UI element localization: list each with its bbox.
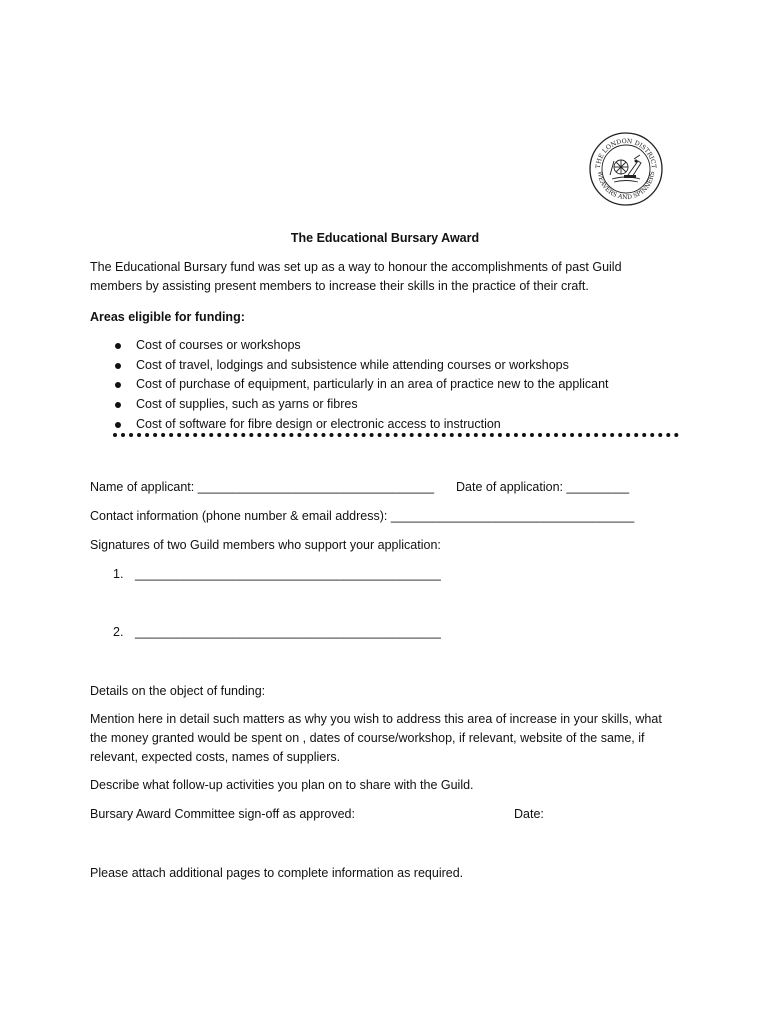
signature-2-number: 2.: [113, 625, 124, 639]
eligible-list: [90, 336, 609, 434]
signatures-label: Signatures of two Guild members who support your application:: [90, 538, 441, 552]
guild-seal-icon: [588, 131, 664, 207]
attach-note: Please attach additional pages to complete information as required.: [90, 866, 464, 880]
intro-paragraph: [90, 258, 680, 296]
list-item: Cost of travel, lodgings and subsistence while attending courses or workshops: [90, 356, 609, 376]
dotted-divider: [113, 433, 679, 437]
intro-line-1: The Educational Bursary fund was set up as a way to honour the accomplishments of past Guild: [90, 260, 622, 274]
eligible-heading: Areas eligible for funding:: [90, 310, 245, 324]
committee-date-field[interactable]: Date:: [514, 807, 544, 821]
list-item: Cost of software for fibre design or electronic access to instruction: [90, 415, 609, 435]
details-label: Details on the object of funding:: [90, 684, 266, 698]
signature-2-line[interactable]: ____________________________________________: [135, 625, 441, 639]
bullet-icon: [115, 343, 121, 349]
seal-text-bottom: WEAVERS AND SPINNERS: [595, 170, 657, 202]
followup-label: Describe what follow-up activities you plan on to share with the Guild.: [90, 778, 474, 792]
list-item: Cost of supplies, such as yarns or fibres: [90, 395, 609, 415]
signature-1-field[interactable]: [113, 565, 441, 584]
committee-signoff-field[interactable]: Bursary Award Committee sign-off as approved:: [90, 807, 355, 821]
bullet-icon: [115, 422, 121, 428]
bullet-icon: [115, 402, 121, 408]
bullet-icon: [115, 382, 121, 388]
contact-info-field[interactable]: Contact information (phone number & email address): ___________________________________: [90, 509, 635, 523]
application-date-field[interactable]: Date of application: _________: [456, 480, 630, 494]
mention-paragraph: [90, 710, 690, 767]
applicant-name-field[interactable]: Name of applicant: __________________________________: [90, 480, 435, 494]
page-title: The Educational Bursary Award: [290, 231, 480, 245]
bullet-icon: [115, 363, 121, 369]
signature-2-field[interactable]: [113, 623, 441, 642]
list-item: Cost of courses or workshops: [90, 336, 609, 356]
mention-line-3: relevant, expected costs, names of suppliers.: [90, 750, 341, 764]
mention-line-2: the money granted would be spent on , dates of course/workshop, if relevant, website of the same, if: [90, 731, 645, 745]
seal-text-top: THE LONDON DISTRICT: [594, 137, 658, 169]
signature-1-number: 1.: [113, 567, 124, 581]
intro-line-2: members by assisting present members to increase their skills in the practice of their craft.: [90, 279, 589, 293]
mention-line-1: Mention here in detail such matters as why you wish to address this area of increase in your skills, what: [90, 712, 662, 726]
signature-1-line[interactable]: ____________________________________________: [135, 567, 441, 581]
guild-seal-logo: [588, 131, 664, 207]
list-item: Cost of purchase of equipment, particularly in an area of practice new to the applicant: [90, 375, 609, 395]
